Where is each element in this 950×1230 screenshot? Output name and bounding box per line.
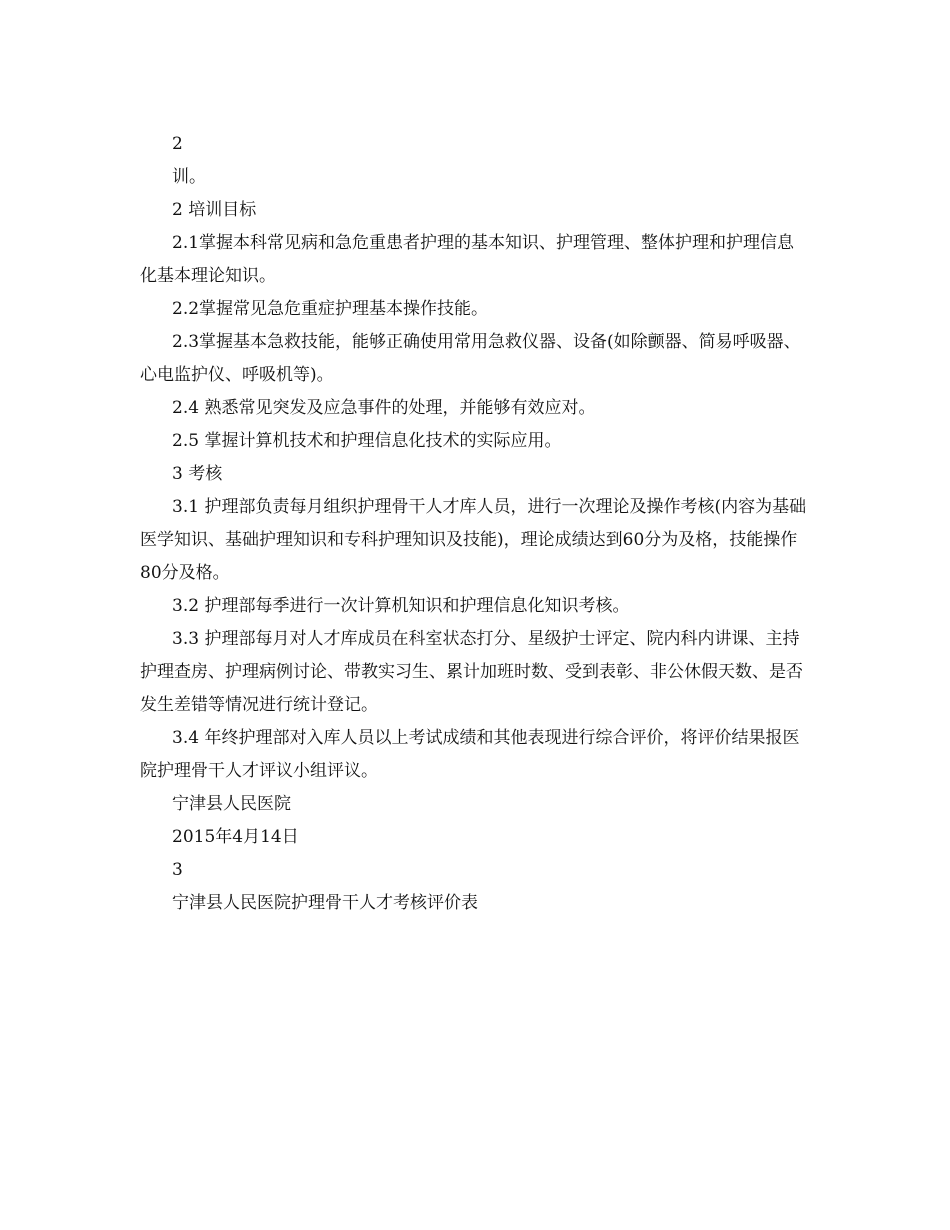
document-body: [140, 128, 810, 920]
paragraph-3-1: 3.1 护理部负责每月组织护理骨干人才库人员，进行一次理论及操作考核(内容为基础医学知识、基础护理知识和专科护理知识及技能)，理论成绩达到60分为及格，技能操作80分及格。: [140, 497, 807, 583]
signature-date: 2015年4月14日: [172, 827, 299, 847]
paragraph-2-1: 2.1掌握本科常见病和急危重患者护理的基本知识、护理管理、整体护理和护理信息化基本理论知识。: [140, 233, 795, 286]
page-number: 2: [172, 134, 183, 154]
paragraph-2-4: 2.4 熟悉常见突发及应急事件的处理，并能够有效应对。: [172, 398, 596, 418]
paragraph-2-3: 2.3掌握基本急救技能，能够正确使用常用急救仪器、设备(如除颤器、简易呼吸器、心电监护仪、呼吸机等)。: [140, 332, 801, 385]
paragraph-3-3: 3.3 护理部每月对人才库成员在科室状态打分、星级护士评定、院内科内讲课、主持护理查房、护理病例讨论、带教实习生、累计加班时数、受到表彰、非公休假天数、是否发生差错等情况进行统计登记。: [140, 629, 803, 715]
section-heading-training-goals: 2 培训目标: [172, 200, 257, 220]
paragraph-continuation: 训。: [172, 167, 206, 187]
section-heading-assessment: 3 考核: [172, 464, 223, 484]
paragraph-3-4: 3.4 年终护理部对入库人员以上考试成绩和其他表现进行综合评价，将评价结果报医院护理骨干人才评议小组评议。: [140, 728, 800, 781]
paragraph-2-5: 2.5 掌握计算机技术和护理信息化技术的实际应用。: [172, 431, 562, 451]
page-number: 3: [172, 860, 183, 880]
signature-organization: 宁津县人民医院: [172, 794, 291, 814]
paragraph-2-2: 2.2掌握常见急危重症护理基本操作技能。: [172, 299, 489, 319]
table-title: 宁津县人民医院护理骨干人才考核评价表: [172, 893, 478, 913]
paragraph-3-2: 3.2 护理部每季进行一次计算机知识和护理信息化知识考核。: [172, 596, 630, 616]
